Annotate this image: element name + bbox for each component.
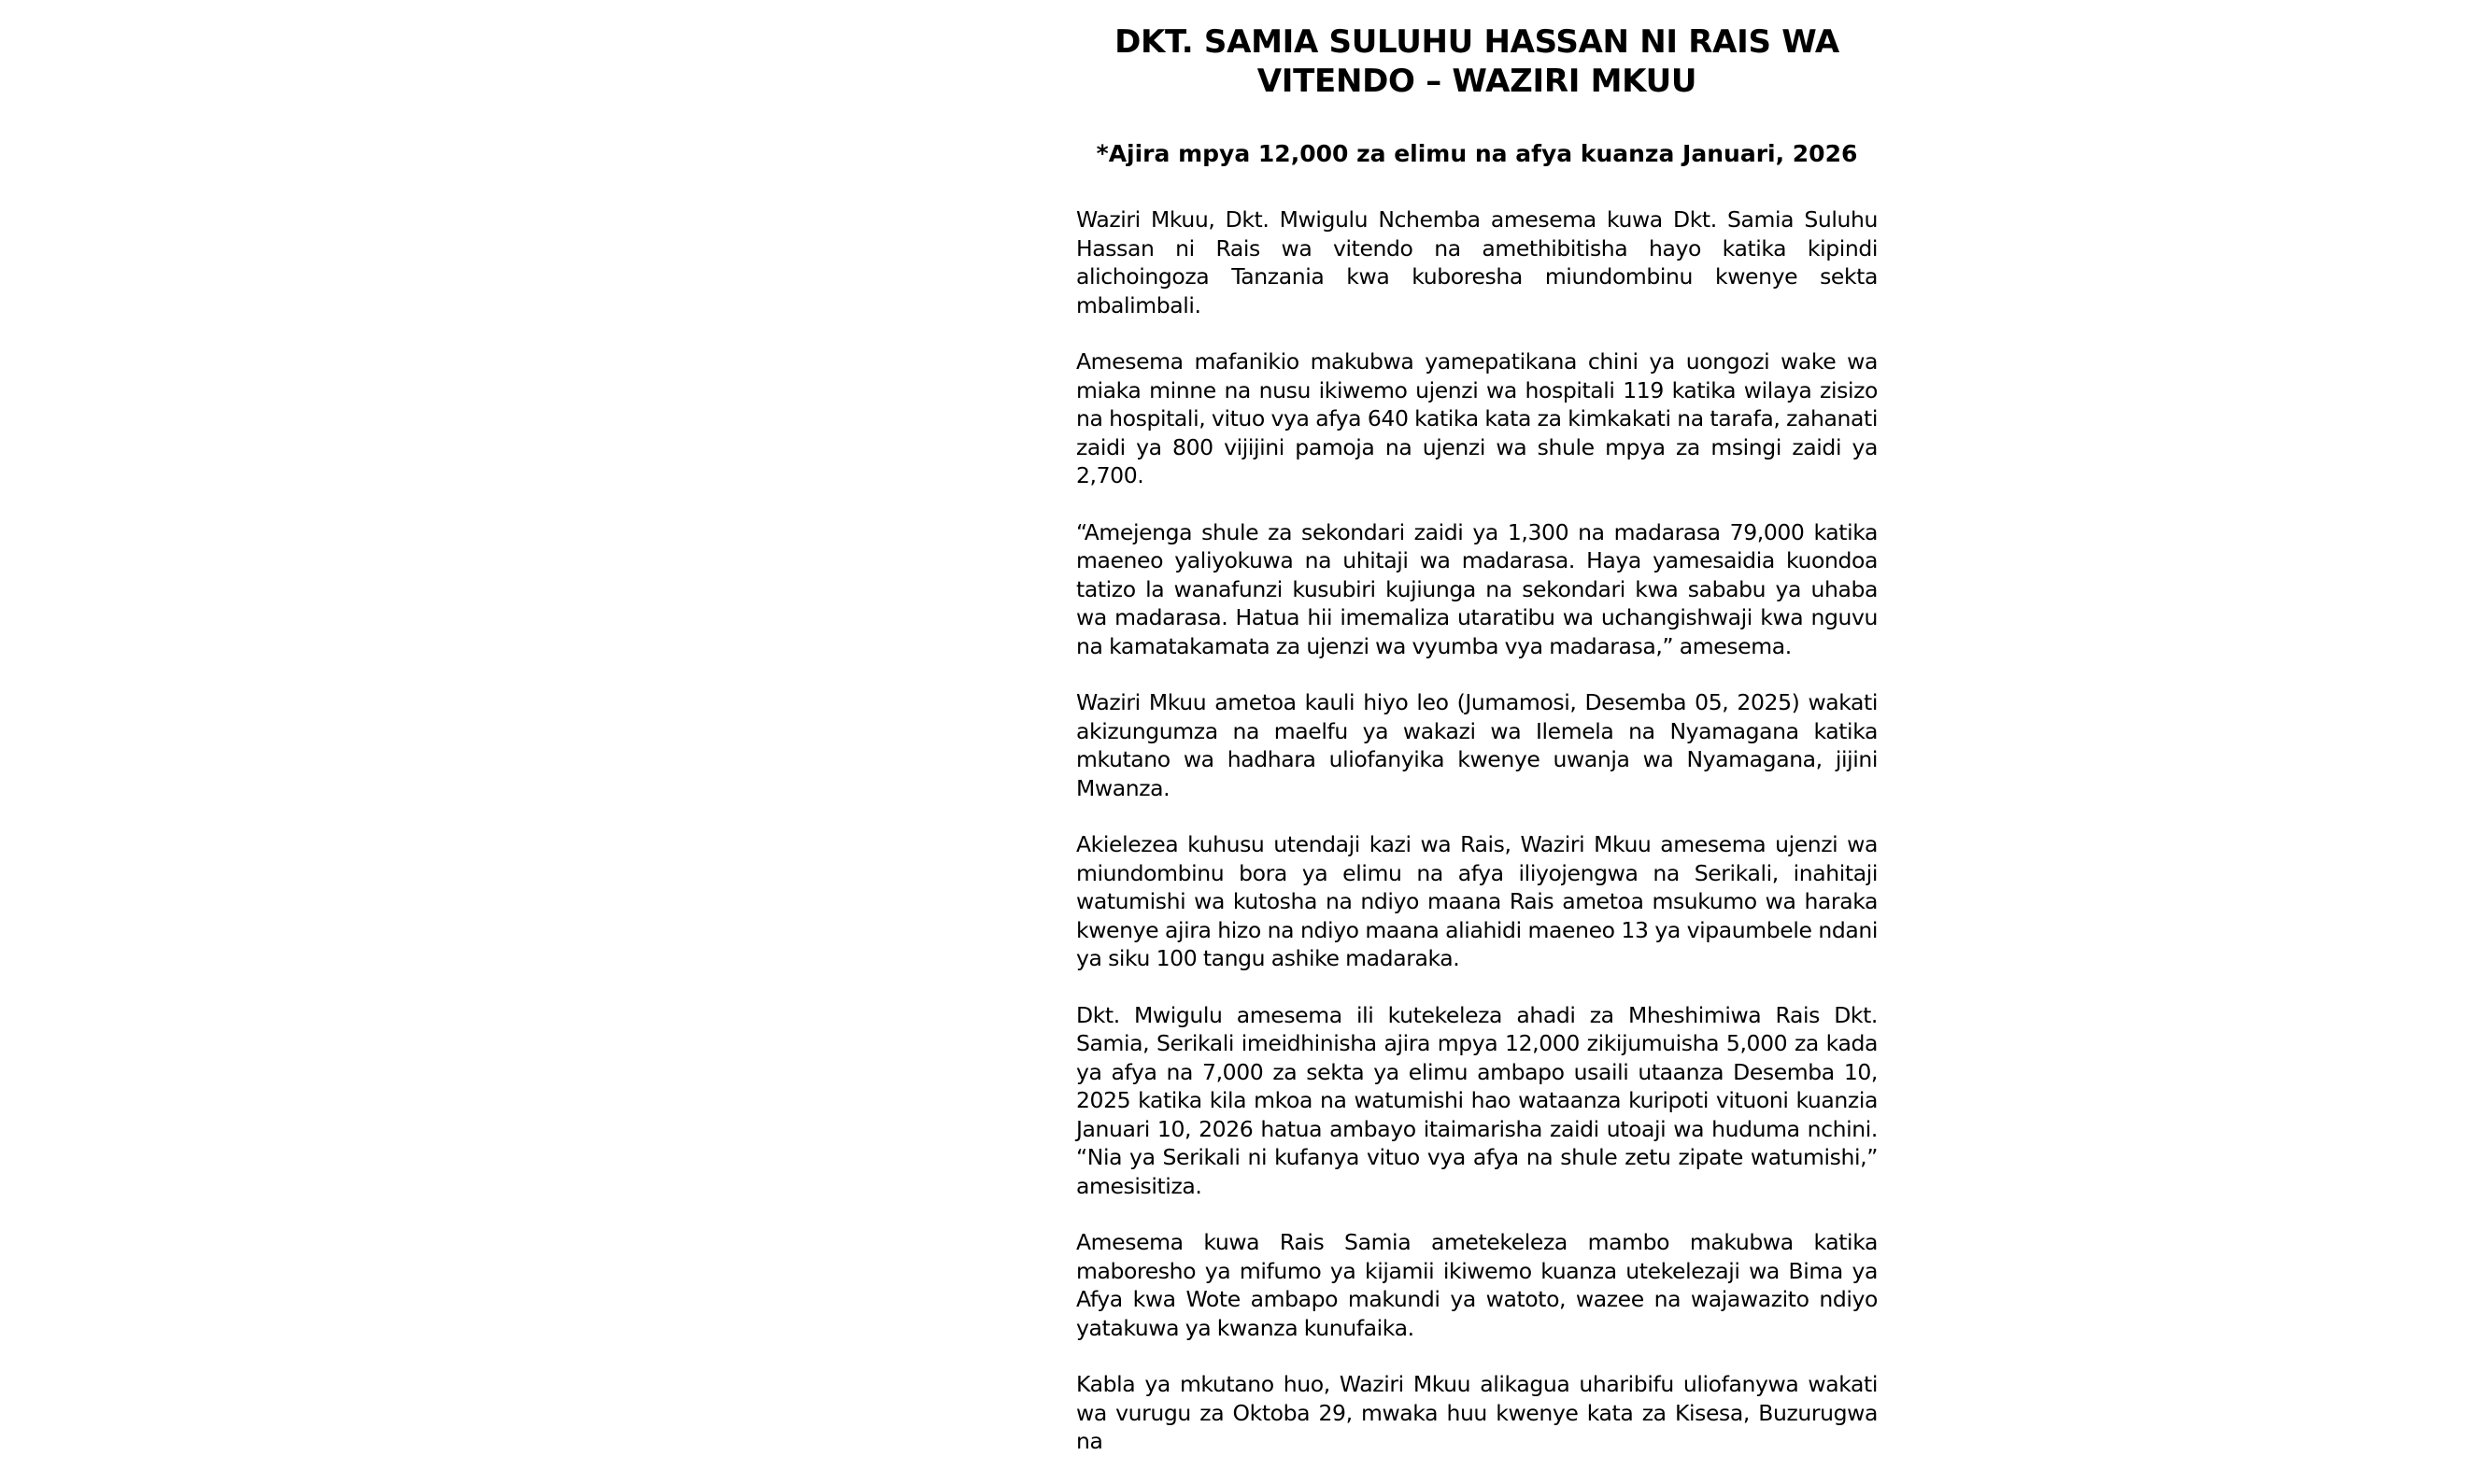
paragraph-6: Dkt. Mwigulu amesema ili kutekeleza ahadi za Mheshimiwa Rais Dkt. Samia, Serikali imeidhinisha ajira mpya 12,000 zikijumuisha 5,000 za kada ya afya na 7,000 za sekta ya elimu ambapo usaili utaanza Desemba 10, 2025 katika kila mkoa na watumishi hao wataanza kuripoti vituoni kuanzia Januari 10, 2026 hatua ambayo itaimarisha zaidi utoaji wa huduma nchini. “Nia ya Serikali ni kufanya vituo vya afya na shule zetu zipate watumishi,” amesisitiza. xyxy=(1076,1001,1878,1199)
paragraph-1: Waziri Mkuu, Dkt. Mwigulu Nchemba amesema kuwa Dkt. Samia Suluhu Hassan ni Rais wa vitendo na amethibitisha hayo katika kipindi alichoingoza Tanzania kwa kuboresha miundombinu kwenye sekta mbalimbali. xyxy=(1076,206,1878,318)
paragraph-8: Kabla ya mkutano huo, Waziri Mkuu alikagua uharibifu uliofanywa wakati wa vurugu za Oktoba 29, mwaka huu kwenye kata za Kisesa, Buzurugwa na xyxy=(1076,1371,1878,1454)
paragraph-5: Akielezea kuhusu utendaji kazi wa Rais, Waziri Mkuu amesema ujenzi wa miundombinu bora ya elimu na afya iliyojengwa na Serikali, inahitaji watumishi wa kutosha na ndiyo maana Rais ametoa msukumo wa haraka kwenye ajira hizo na ndiyo maana aliahidi maeneo 13 ya vipaumbele ndani ya siku 100 tangu ashike madaraka. xyxy=(1076,831,1878,971)
article-subtitle: *Ajira mpya 12,000 za elimu na afya kuanza Januari, 2026 xyxy=(1096,140,1858,167)
article-body xyxy=(1076,205,1878,1456)
paragraph-7: Amesema kuwa Rais Samia ametekeleza mambo makubwa katika maboresho ya mifumo ya kijamii ikiwemo kuanza utekelezaji wa Bima ya Afya kwa Wote ambapo makundi ya watoto, wazee na wajawazito ndiyo yatakuwa ya kwanza kunufaika. xyxy=(1076,1229,1878,1341)
paragraph-4: Waziri Mkuu ametoa kauli hiyo leo (Jumamosi, Desemba 05, 2025) wakati akizungumza na maelfu ya wakazi wa Ilemela na Nyamagana katika mkutano wa hadhara uliofanyika kwenye uwanja wa Nyamagana, jijini Mwanza. xyxy=(1076,689,1878,801)
title-line-2: VITENDO – WAZIRI MKUU xyxy=(1256,63,1697,100)
article-title xyxy=(1076,22,1878,101)
paragraph-2: Amesema mafanikio makubwa yamepatikana chini ya uongozi wake wa miaka minne na nusu ikiwemo ujenzi wa hospitali 119 katika wilaya zisizo na hospitali, vituo vya afya 640 katika kata za kimkakati na tarafa, zahanati zaidi ya 800 vijijini pamoja na ujenzi wa shule mpya za msingi zaidi ya 2,700. xyxy=(1076,348,1878,488)
title-line-1: DKT. SAMIA SULUHU HASSAN NI RAIS WA xyxy=(1114,23,1839,61)
paragraph-3: “Amejenga shule za sekondari zaidi ya 1,300 na madarasa 79,000 katika maeneo yaliyokuwa na uhitaji wa madarasa. Haya yamesaidia kuondoa tatizo la wanafunzi kusubiri kujiunga na sekondari kwa sababu ya uhaba wa madarasa. Hatua hii imemaliza utaratibu wa uchangishwaji kwa nguvu na kamatakamata za ujenzi wa vyumba vya madarasa,” amesema. xyxy=(1076,518,1878,659)
article-column xyxy=(1076,22,1878,1484)
